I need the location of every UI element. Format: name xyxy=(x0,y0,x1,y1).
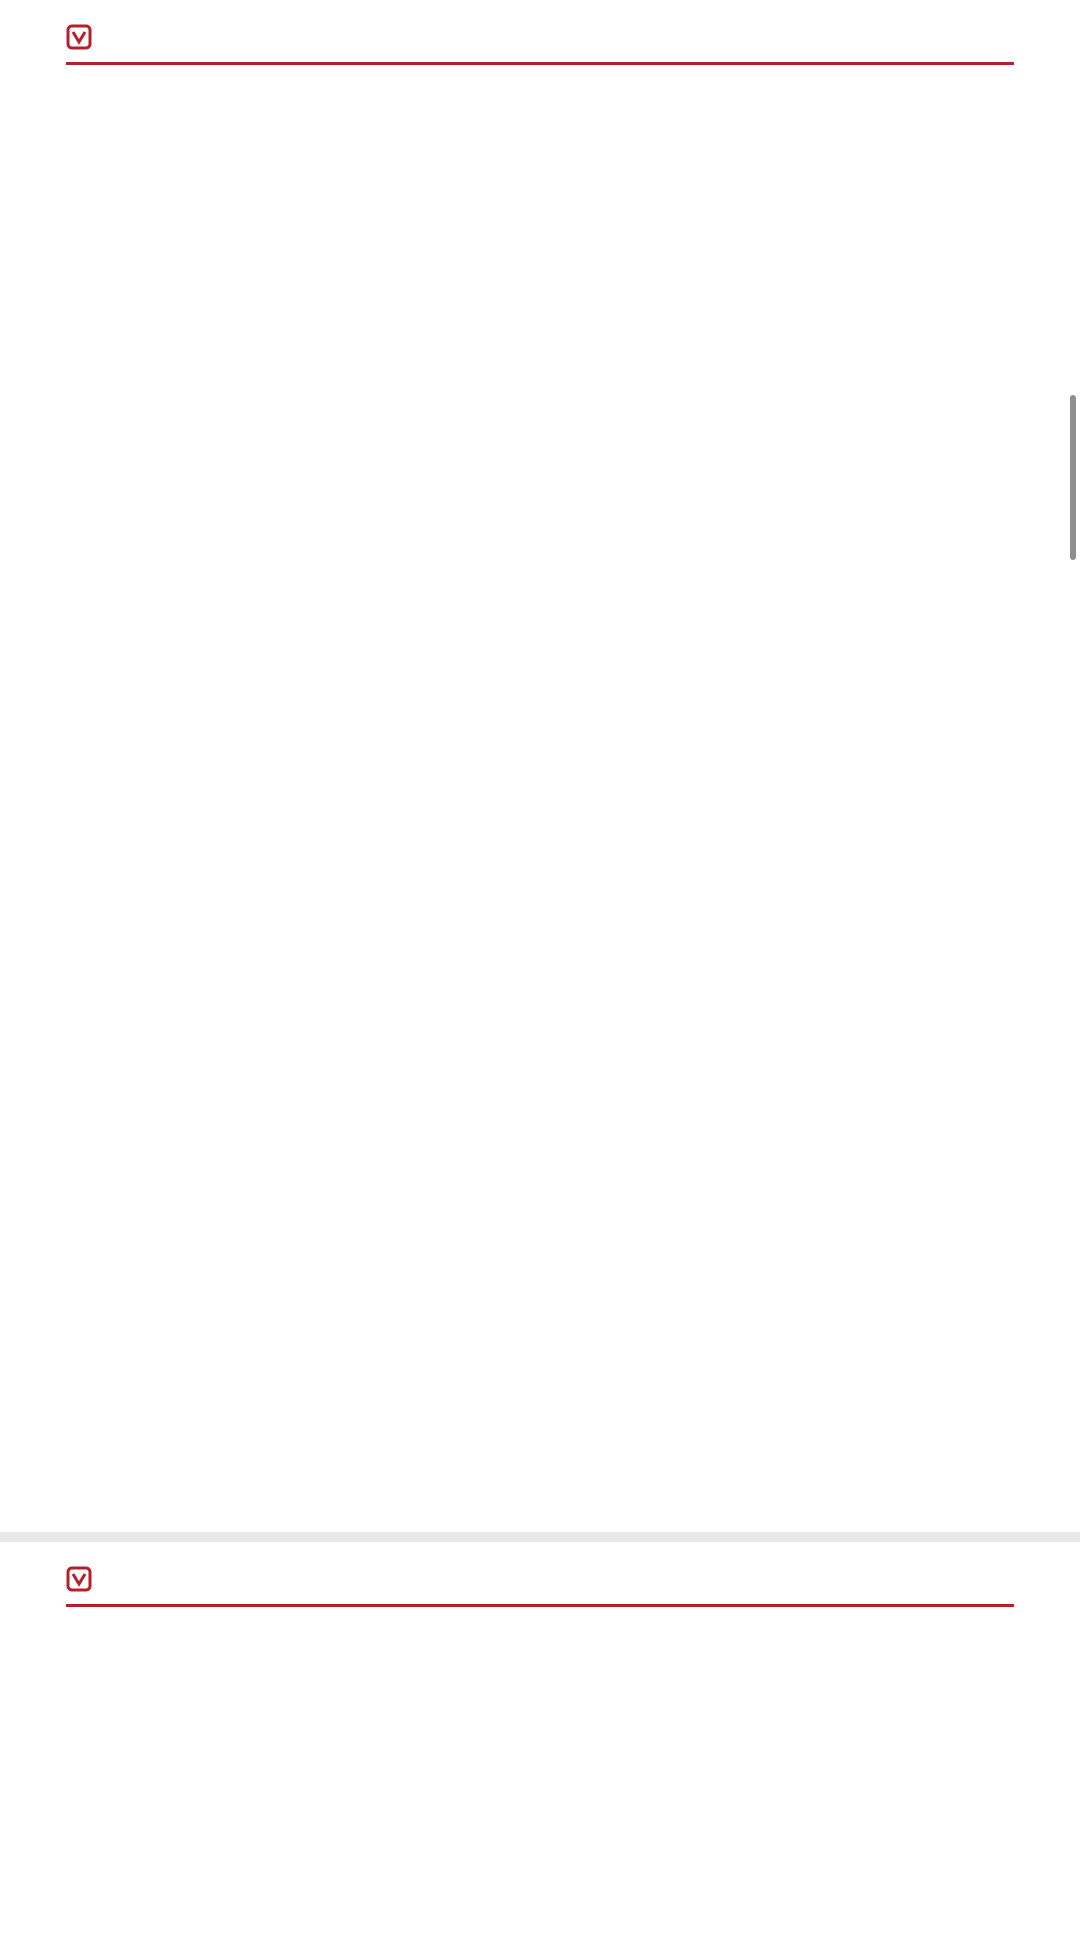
logo-icon xyxy=(66,24,92,50)
brand-logo xyxy=(66,24,98,50)
page-header xyxy=(66,1564,1014,1607)
scrollbar-thumb[interactable] xyxy=(1070,395,1076,560)
page-body xyxy=(66,68,1014,140)
page-body xyxy=(66,1610,1014,1638)
page-header xyxy=(66,22,1014,65)
document-page-4 xyxy=(0,1542,1080,1953)
logo-icon xyxy=(66,1566,92,1592)
brand-logo xyxy=(66,1566,98,1592)
